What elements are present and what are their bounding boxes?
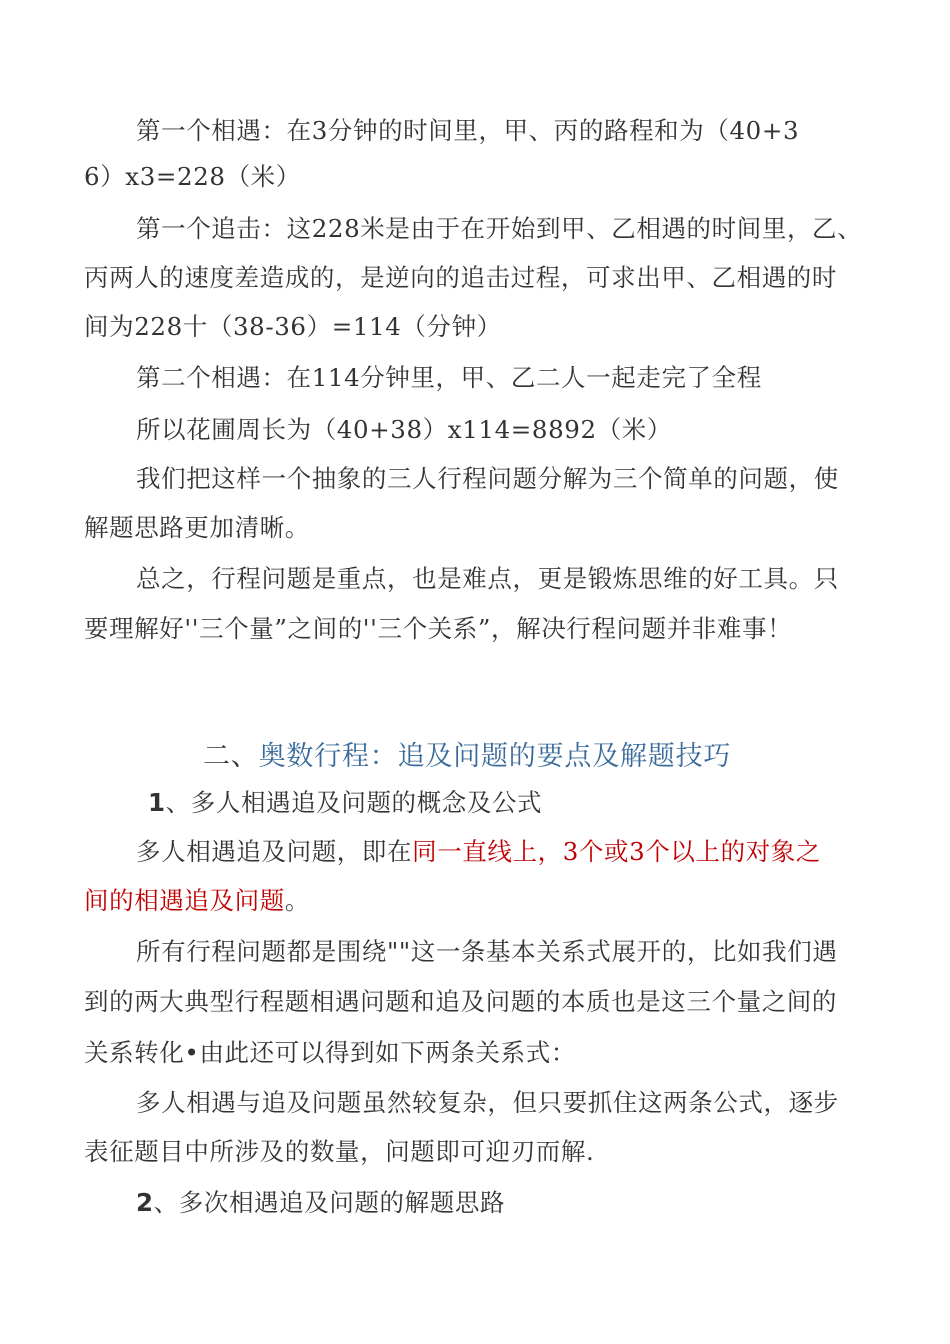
paragraph-decompose-line1: 我们把这样一个抽象的三人行程问题分解为三个简单的问题，使 (136, 464, 839, 493)
subheading-2-number: 2 (136, 1188, 154, 1217)
subheading-2 (136, 1188, 505, 1218)
multi-paragraph-line2: 表征题目中所涉及的数量，问题即可迎刃而解. (84, 1137, 595, 1166)
multi-paragraph-line1: 多人相遇与追及问题虽然较复杂，但只要抓住这两条公式，逐步 (136, 1088, 839, 1117)
paragraph-perimeter: 所以花圃周长为（40+38）x114=8892（米） (136, 415, 672, 444)
subheading-1-text: 、多人相遇追及问题的概念及公式 (165, 788, 543, 817)
definition-highlight-1: 同一直线上，3个或3个以上的对象之 (412, 837, 821, 866)
subheading-1-number: 1 (148, 788, 166, 817)
relation-paragraph-line3: 关系转化•由此还可以得到如下两条关系式： (84, 1038, 576, 1067)
subheading-1 (148, 788, 542, 818)
paragraph-first-chase-line2: 丙两人的速度差造成的，是逆向的追击过程，可求出甲、乙相遇的时 (84, 263, 837, 292)
paragraph-first-meeting-line1: 第一个相遇：在3分钟的时间里，甲、丙的路程和为（40+3 (136, 116, 800, 145)
definition-end: 。 (284, 886, 310, 915)
paragraph-second-meeting: 第二个相遇：在114分钟里，甲、乙二人一起走完了全程 (136, 363, 762, 392)
definition-lead: 多人相遇追及问题，即在 (136, 837, 413, 866)
definition-highlight-2: 间的相遇追及问题 (84, 886, 285, 915)
paragraph-first-chase-line1: 第一个追击：这228米是由于在开始到甲、乙相遇的时间里，乙、 (136, 214, 863, 243)
paragraph-decompose-line2: 解题思路更加清晰。 (84, 513, 310, 542)
subheading-2-text: 、多次相遇追及问题的解题思路 (153, 1188, 506, 1217)
paragraph-summary-line1: 总之，行程问题是重点，也是难点，更是锻炼思维的好工具。只 (136, 564, 839, 593)
relation-paragraph-line1: 所有行程问题都是围绕""这一条基本关系式展开的，比如我们遇 (136, 937, 838, 966)
paragraph-summary-line2: 要理解好''三个量”之间的''三个关系”，解决行程问题并非难事！ (84, 614, 793, 643)
definition-line2 (84, 886, 310, 916)
paragraph-first-chase-line3: 间为228十（38-36）=114（分钟） (84, 312, 502, 341)
relation-paragraph-line2: 到的两大典型行程题相遇问题和追及问题的本质也是这三个量之间的 (84, 987, 837, 1016)
definition-line1 (136, 837, 821, 867)
section-heading-title: 奥数行程：追及问题的要点及解题技巧 (258, 741, 732, 772)
section-heading-prefix: 二、 (203, 741, 259, 772)
section-heading (203, 740, 731, 774)
paragraph-first-meeting-line2: 6）x3=228（米） (84, 162, 301, 191)
